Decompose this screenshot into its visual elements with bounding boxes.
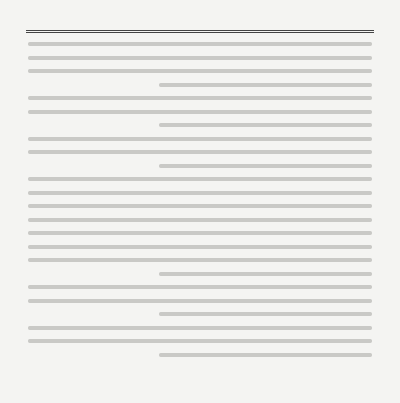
body-text-block [28,42,372,366]
header-rule [26,30,374,31]
header-rule-secondary [26,32,374,33]
